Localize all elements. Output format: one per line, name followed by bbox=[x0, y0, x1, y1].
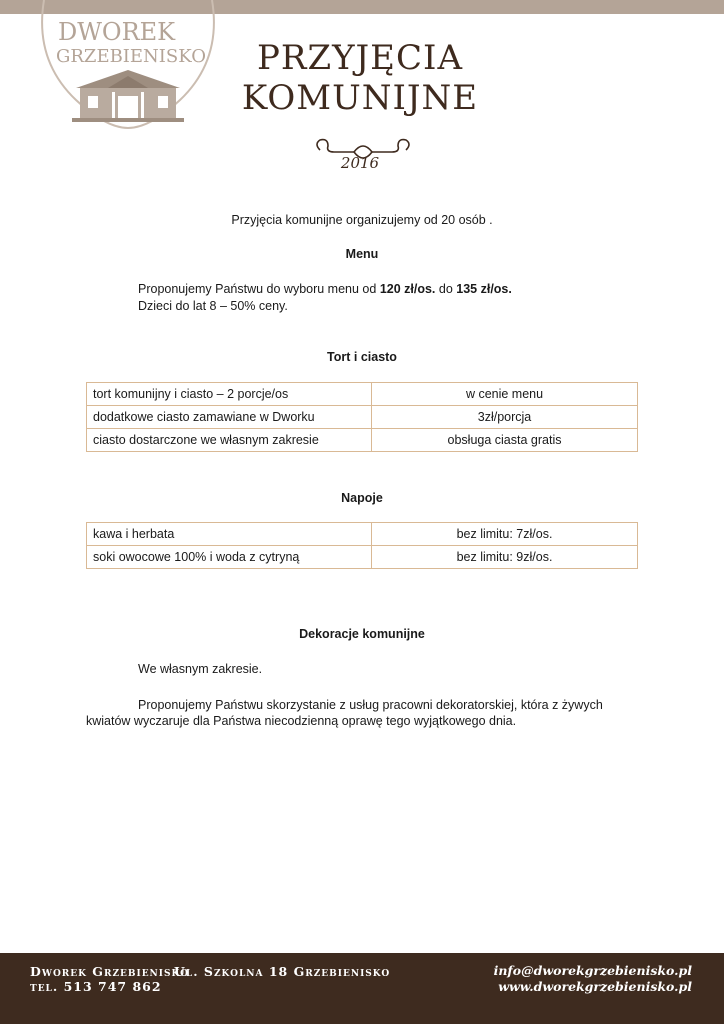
drinks-table bbox=[86, 522, 638, 569]
table-row: ciasto dostarczone we własnym zakresie obsługa ciasta gratis bbox=[87, 429, 638, 452]
children-price-line: Dzieci do lat 8 – 50% ceny. bbox=[138, 299, 288, 313]
table-row: soki owocowe 100% i woda z cytryną bez limitu: 9zł/os. bbox=[87, 546, 638, 569]
table-row: kawa i herbata bez limitu: 7zł/os. bbox=[87, 523, 638, 546]
page-title-line2: KOMUNIJNE bbox=[241, 78, 479, 118]
drinks-heading: Napoje bbox=[341, 491, 383, 505]
menu-price-line: Proponujemy Państwu do wyboru menu od 120 zł/os. do 135 zł/os. bbox=[138, 282, 512, 296]
page-title-line1: PRZYJĘCIA bbox=[257, 38, 463, 78]
price-from: 120 zł/os. bbox=[379, 282, 436, 296]
menu-heading: Menu bbox=[345, 247, 379, 261]
manor-logo bbox=[36, 0, 220, 132]
decor-heading: Dekoracje komunijne bbox=[299, 627, 425, 641]
footer bbox=[0, 953, 724, 1024]
manor-house-icon bbox=[72, 70, 184, 122]
footer-address: Ul. Szkolna 18 Grzebienisko bbox=[174, 964, 391, 979]
footer-email-link[interactable]: info@dworekgrzebienisko.pl bbox=[493, 963, 692, 978]
decor-line3: kwiatów wyczaruje dla Państwa niecodzienną oprawę tego wyjątkowego dnia. bbox=[86, 714, 517, 728]
table-row: dodatkowe ciasto zamawiane w Dworku 3zł/porcja bbox=[87, 406, 638, 429]
footer-phone: tel. 513 747 862 bbox=[30, 979, 162, 994]
decor-line2: Proponujemy Państwu skorzystanie z usług pracowni dekoratorskiej, która z żywych bbox=[138, 698, 603, 712]
footer-name: Dworek Grzebienisko bbox=[30, 964, 189, 979]
cake-table bbox=[86, 382, 638, 452]
footer-website-link[interactable]: www.dworekgrzebienisko.pl bbox=[498, 979, 692, 994]
decor-line1: We własnym zakresie. bbox=[138, 662, 263, 676]
price-to: 135 zł/os. bbox=[456, 282, 512, 296]
logo-text-line1: DWOREK bbox=[58, 18, 176, 46]
intro-text: Przyjęcia komunijne organizujemy od 20 osób . bbox=[231, 213, 493, 227]
cake-heading: Tort i ciasto bbox=[327, 350, 397, 364]
table-row: tort komunijny i ciasto – 2 porcje/os w cenie menu bbox=[87, 383, 638, 406]
logo-text-line2: GRZEBIENISKO bbox=[56, 46, 206, 67]
year-label: 2016 bbox=[340, 154, 380, 172]
